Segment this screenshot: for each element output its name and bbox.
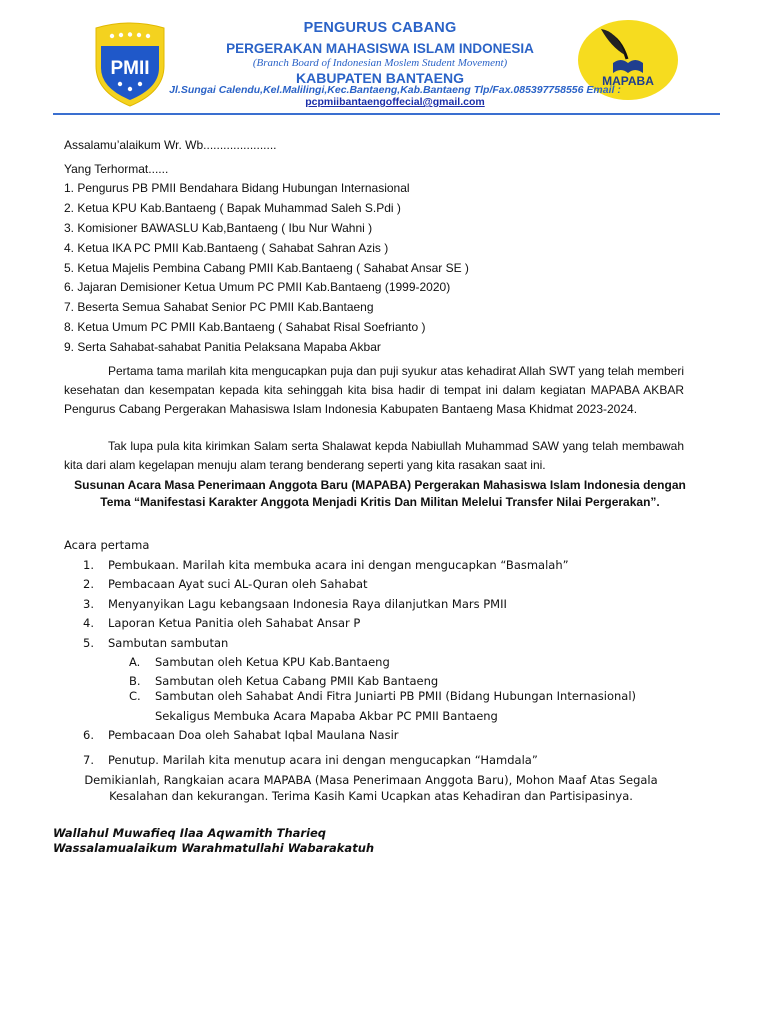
list-item: 7. Beserta Semua Sahabat Senior PC PMII Kab.Bantaeng — [64, 300, 374, 315]
pmii-logo — [90, 18, 170, 108]
letterhead-address: Jl.Sungai Calendu,Kel.Malilingi,Kec.Bantaeng,Kab.Bantaeng Tlp/Fax.085397758556 Email : — [169, 84, 621, 96]
agenda-item: 2. Pembacaan Ayat suci AL-Quran oleh Sahabat — [83, 577, 368, 591]
agenda-item: 6. Pembacaan Doa oleh Sahabat Iqbal Maulana Nasir — [83, 728, 399, 742]
svg-text:MAPABA: MAPABA — [602, 74, 654, 88]
letterhead-title: PENGURUS CABANG — [303, 20, 457, 36]
agenda-item: 7. Penutup. Marilah kita menutup acara ini dengan mengucapkan “Hamdala” — [83, 753, 538, 767]
list-item: 2. Ketua KPU Kab.Bantaeng ( Bapak Muhammad Saleh S.Pdi ) — [64, 200, 401, 215]
agenda-label: Acara pertama — [64, 538, 150, 552]
list-item: 8. Ketua Umum PC PMII Kab.Bantaeng ( Sahabat Risal Soefrianto ) — [64, 320, 426, 335]
agenda-item: 5. Sambutan sambutan — [83, 636, 229, 650]
agenda-subitem: C. Sambutan oleh Sahabat Andi Fitra Juniarti PB PMII (Bidang Hubungan Internasional) — [129, 689, 637, 703]
agenda-item: 4. Laporan Ketua Panitia oleh Sahabat Ansar P — [83, 616, 361, 630]
agenda-item: 1. Pembukaan. Marilah kita membuka acara ini dengan mengucapkan “Basmalah” — [83, 558, 569, 572]
agenda-subitem-continuation: Sekaligus Membuka Acara Mapaba Akbar PC PMII Bantaeng — [155, 709, 498, 723]
list-item: 4. Ketua IKA PC PMII Kab.Bantaeng ( Sahabat Sahran Azis ) — [64, 240, 389, 255]
agenda-subitem: A. Sambutan oleh Ketua KPU Kab.Bantaeng — [129, 655, 390, 669]
svg-text:PMII: PMII — [110, 58, 150, 79]
agenda-item: 3. Menyanyikan Lagu kebangsaan Indonesia Raya dilanjutkan Mars PMII — [83, 597, 507, 611]
list-item: 3. Komisioner BAWASLU Kab,Bantaeng ( Ibu Nur Wahni ) — [64, 220, 373, 235]
closing-paragraph: Demikianlah, Rangkaian acara MAPABA (Masa Penerimaan Anggota Baru), Mohon Maaf Atas Segala Kesalahan dan kekurangan. Terima Kasih Kami Ucapkan atas Kehadiran dan Partisipasinya. — [84, 773, 658, 803]
greeting: Assalamu’alaikum Wr. Wb...................... — [64, 138, 277, 152]
list-item: 5. Ketua Majelis Pembina Cabang PMII Kab.Bantaeng ( Sahabat Ansar SE ) — [64, 260, 469, 275]
letterhead-org-en: (Branch Board of Indonesian Moslem Student Movement) — [252, 57, 508, 69]
agenda-subitem: B. Sambutan oleh Ketua Cabang PMII Kab Bantaeng — [129, 674, 439, 688]
recipient-list — [64, 181, 469, 360]
list-item: 6. Jajaran Demisioner Ketua Umum PC PMII Kab.Bantaeng (1999-2020) — [64, 280, 451, 295]
list-item: 1. Pengurus PB PMII Bendahara Bidang Hubungan Internasional — [64, 181, 410, 195]
opening-paragraph: Pertama tama marilah kita mengucapkan puja dan puji syukur atas kehadirat Allah SWT yang telah memberi kesehatan dan kesempatan kepada kita sehinggah kita bisa hadir di tempat ini dalam kegiatan MAPABA AKBAR Pengurus Cabang Pergerakan Mahasiswa Islam Indonesia Kabupaten Bantaeng Masa Khidmat 2023-2024. — [64, 364, 684, 416]
sign-off-line: Wallahul Muwafieq Ilaa Aqwamith Tharieq — [53, 826, 327, 840]
letterhead-divider — [53, 113, 720, 115]
letterhead-org: PERGERAKAN MAHASISWA ISLAM INDONESIA — [226, 41, 534, 56]
letterhead-regency: KABUPATEN BANTAENG — [296, 70, 464, 86]
letterhead-email-link[interactable]: pcpmiibantaengoffecial@gmail.com — [305, 96, 485, 108]
agenda-heading: Susunan Acara Masa Penerimaan Anggota Baru (MAPABA) Pergerakan Mahasiswa Islam Indonesia dengan Tema “Manifestasi Karakter Anggota Menjadi Kritis Dan Militan Melelui Transfer Nilai Pergerakan”. — [74, 478, 686, 509]
list-item: 9. Serta Sahabat-sahabat Panitia Pelaksana Mapaba Akbar — [64, 340, 381, 355]
sign-off-salam: Wassalamualaikum Warahmatullahi Wabarakatuh — [53, 841, 375, 855]
addressee-title: Yang Terhormat...... — [64, 162, 169, 176]
letterhead — [170, 20, 590, 86]
shalawat-paragraph: Tak lupa pula kita kirimkan Salam serta Shalawat kepda Nabiullah Muhammad SAW yang telah membawah kita dari alam kegelapan menuju alam terang benderang seperti yang kita rasakan saat ini. — [64, 439, 684, 472]
